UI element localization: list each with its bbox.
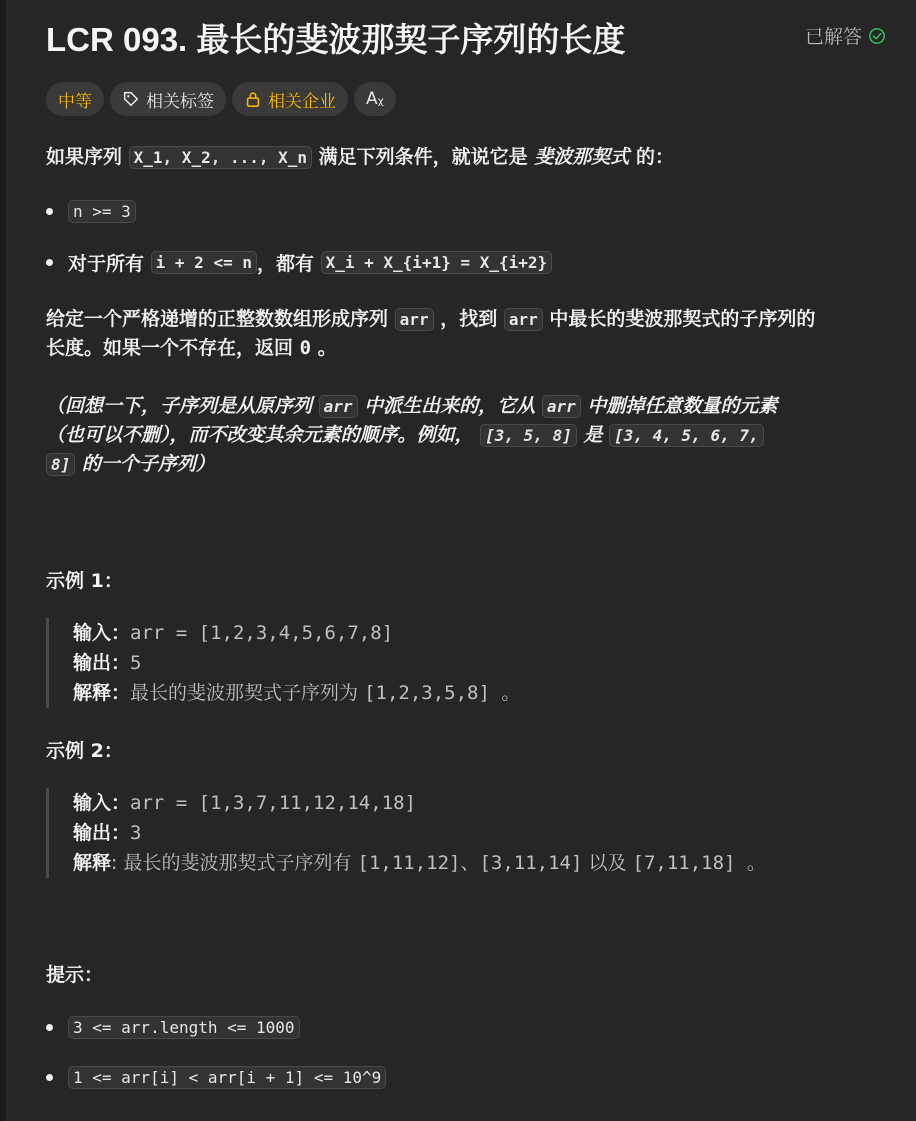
related-tags-button[interactable] <box>110 82 226 116</box>
code-constraint: 1 <= arr[i] < arr[i + 1] <= 10^9 <box>68 1066 386 1089</box>
zero-value: 0 <box>299 337 312 359</box>
text: 。 <box>317 337 337 359</box>
text: 的正整数数组形成序列 <box>198 308 389 330</box>
example-1-heading: 示例 1： <box>46 570 123 592</box>
related-companies-label: 相关企业 <box>268 91 336 112</box>
output-label: 输出： <box>73 652 131 674</box>
solved-label: 已解答 <box>804 26 862 48</box>
related-tags-label: 相关标签 <box>146 91 214 112</box>
tag-bar <box>46 82 396 116</box>
text: 中最长的斐波那契式的子序列的 <box>549 308 816 330</box>
text: 是 <box>583 424 603 446</box>
problem-title: LCR 093. 最长的斐波那契子序列的长度 <box>46 21 626 58</box>
input-label: 输入： <box>73 622 131 644</box>
output-value: 3 <box>130 822 142 844</box>
bullet-dot <box>46 1024 53 1031</box>
code-example: [3, 4, 5, 6, 7, <box>609 424 764 447</box>
list-item <box>46 1066 386 1089</box>
example-explanation <box>73 848 886 878</box>
bullet-dot <box>46 259 53 266</box>
lock-icon <box>244 90 262 108</box>
solved-status <box>805 22 886 49</box>
description-p1 <box>46 143 674 172</box>
list-item <box>46 200 136 223</box>
explain-label: 解释 <box>73 852 112 874</box>
example-2-block <box>46 788 886 878</box>
text: 长度。如果一个不存在，返回 <box>46 337 294 359</box>
code-arr: arr <box>319 395 358 418</box>
font-size-button[interactable] <box>354 82 396 116</box>
strong-text: 严格递增 <box>122 308 199 330</box>
code-example: [3, 5, 8] <box>480 424 577 447</box>
example-output <box>73 818 886 848</box>
example-input <box>73 618 886 648</box>
code-constraint: 3 <= arr.length <= 1000 <box>68 1016 300 1039</box>
explain-text: 以及 <box>588 852 627 874</box>
output-label: 输出： <box>73 822 131 844</box>
text: 给定一个 <box>46 308 123 330</box>
example-2-heading: 示例 2： <box>46 740 123 762</box>
code-condition: n >= 3 <box>68 200 136 223</box>
tag-icon <box>122 90 140 108</box>
code-arr: arr <box>542 395 581 418</box>
code-example: 8] <box>46 453 75 476</box>
explain-value: [7,11,18] 。 <box>632 852 766 874</box>
explain-value: [1,2,3,5,8] 。 <box>364 682 521 704</box>
input-value: arr = [1,2,3,4,5,6,7,8] <box>130 622 394 644</box>
text: 对于所有 <box>68 253 145 275</box>
list-item <box>46 1016 300 1039</box>
font-size-icon: Aᵪ <box>366 89 384 109</box>
example-input <box>73 788 886 818</box>
code-condition: i + 2 <= n <box>151 251 257 274</box>
input-value: arr = [1,3,7,11,12,14,18] <box>130 792 416 814</box>
explain-value: [1,11,12]、[3,11,14] <box>357 852 583 874</box>
text: ，都有 <box>256 253 314 275</box>
text: 中删掉任意数量的元素 <box>587 395 778 417</box>
input-label: 输入： <box>73 792 131 814</box>
code-sequence: X_1, X_2, ..., X_n <box>129 146 312 169</box>
related-companies-button[interactable] <box>232 82 348 116</box>
difficulty-badge[interactable] <box>46 82 104 116</box>
code-arr: arr <box>504 308 543 331</box>
code-arr: arr <box>395 308 434 331</box>
check-circle-icon <box>868 27 886 45</box>
text: 的： <box>635 146 674 168</box>
description-p3 <box>46 392 846 479</box>
text: （回想一下，子序列是从原序列 <box>46 395 313 417</box>
emphasis: 斐波那契式 <box>534 146 630 168</box>
bullet-dot <box>46 208 53 215</box>
list-item <box>46 249 552 276</box>
constraints-heading: 提示： <box>46 964 104 986</box>
output-value: 5 <box>130 652 142 674</box>
difficulty-label: 中等 <box>58 91 92 112</box>
explain-label: 解释： <box>73 682 131 704</box>
explain-text: 最长的斐波那契式子序列为 <box>130 682 359 704</box>
text: （也可以不删），而不改变其余元素的顺序。例如， <box>46 424 474 446</box>
example-output <box>73 648 886 678</box>
text: ，找到 <box>440 308 498 330</box>
text: 的一个子序列） <box>81 453 215 475</box>
text: 如果序列 <box>46 146 123 168</box>
text: 中派生出来的，它从 <box>364 395 536 417</box>
left-divider <box>0 0 6 1121</box>
text: 满足下列条件，就说它是 <box>318 146 528 168</box>
example-explanation <box>73 678 886 708</box>
example-1-block <box>46 618 886 708</box>
description-p2 <box>46 305 892 363</box>
explain-text: : 最长的斐波那契式子序列有 <box>111 852 352 874</box>
bullet-dot <box>46 1074 53 1081</box>
code-condition: X_i + X_{i+1} = X_{i+2} <box>321 251 553 274</box>
